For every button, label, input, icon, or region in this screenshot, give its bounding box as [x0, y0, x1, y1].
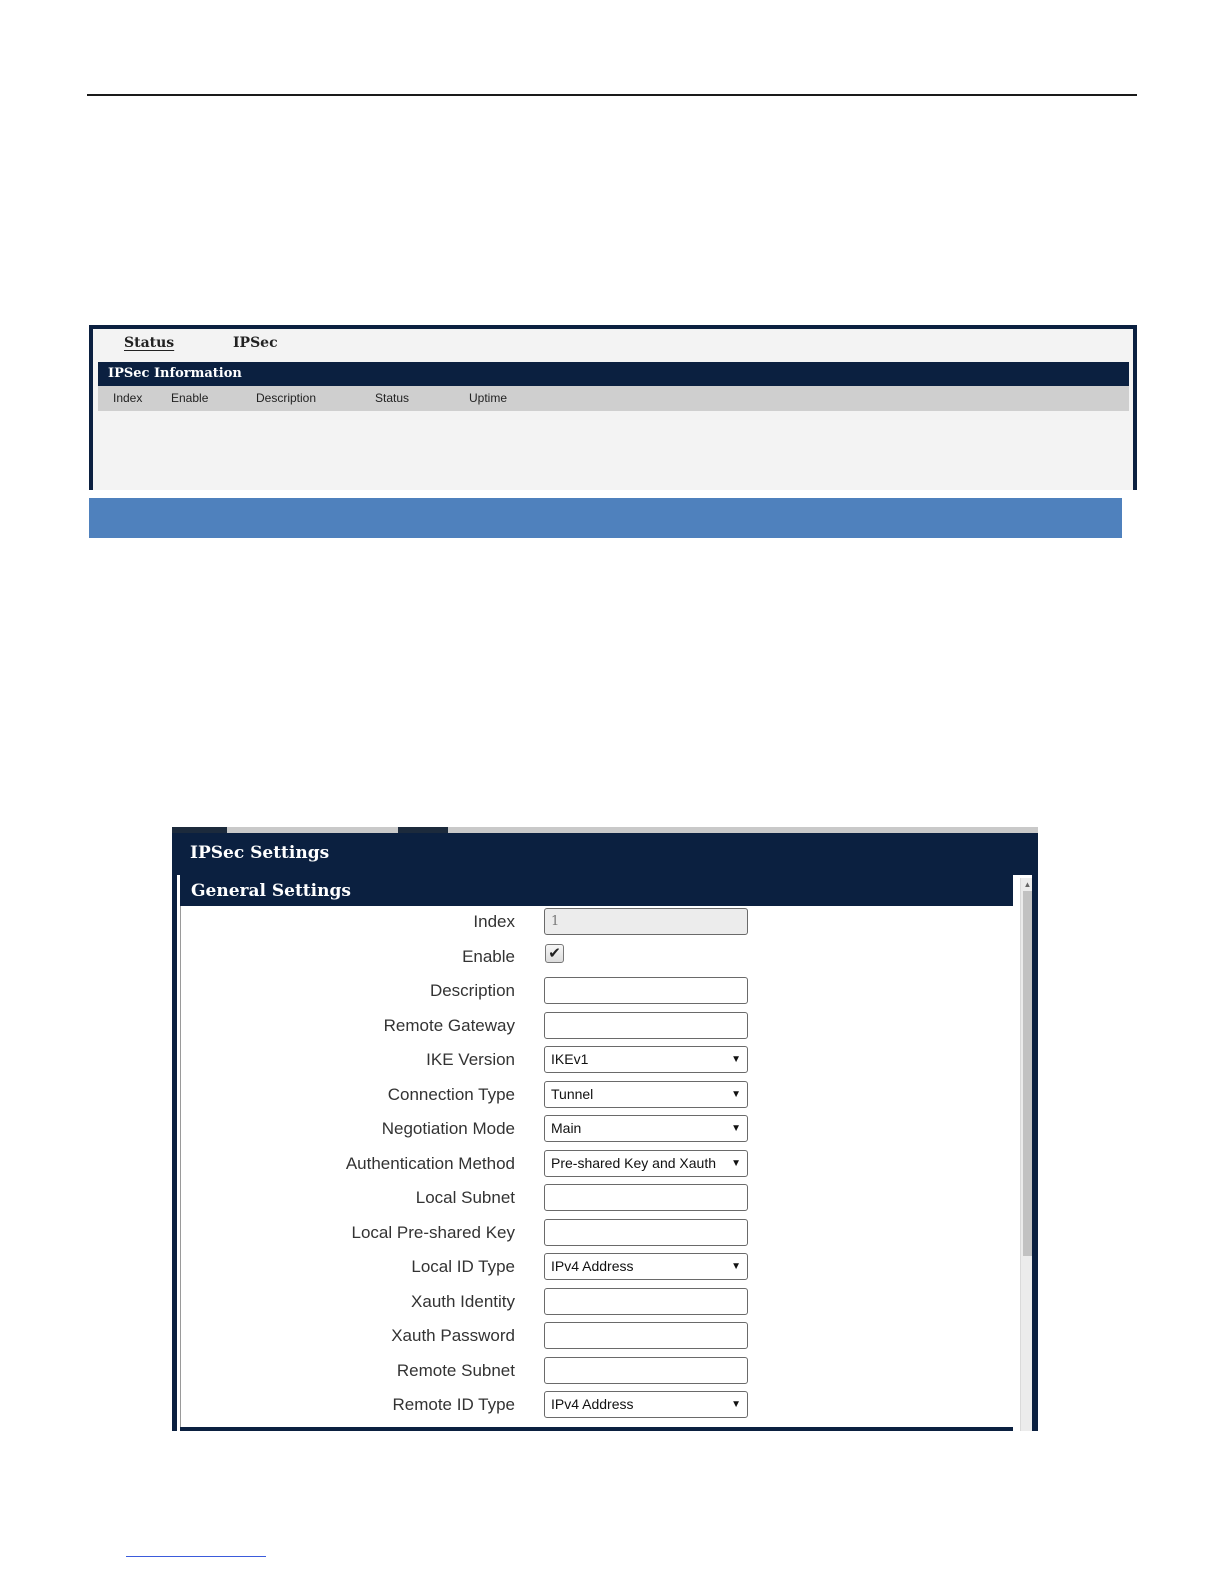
label-local-pre-shared-key: Local Pre-shared Key — [351, 1223, 515, 1242]
xauth-password-input[interactable] — [544, 1322, 748, 1349]
xauth-identity-input[interactable] — [544, 1288, 748, 1315]
column-header-status: Status — [375, 391, 410, 405]
label-index: Index — [473, 912, 515, 931]
column-header-index: Index — [113, 391, 143, 405]
authentication-method-select[interactable] — [544, 1150, 748, 1177]
column-header-enable: Enable — [171, 391, 209, 405]
label-ike-version: IKE Version — [426, 1050, 515, 1069]
check-icon: ✔ — [548, 945, 561, 962]
column-header-uptime: Uptime — [469, 391, 508, 405]
negotiation-mode-value: Main — [551, 1120, 582, 1136]
label-remote-subnet: Remote Subnet — [396, 1361, 515, 1380]
label-authentication-method: Authentication Method — [345, 1154, 515, 1173]
chevron-down-icon: ▼ — [731, 1158, 741, 1169]
chevron-down-icon: ▼ — [731, 1261, 741, 1272]
label-remote-id-type: Remote ID Type — [392, 1395, 515, 1414]
remote-subnet-input[interactable] — [544, 1357, 748, 1384]
description-input[interactable] — [544, 977, 748, 1004]
page-top-rule — [87, 94, 1137, 96]
tab-status[interactable]: Status — [124, 335, 175, 351]
label-xauth-password: Xauth Password — [391, 1326, 515, 1345]
label-negotiation-mode: Negotiation Mode — [381, 1119, 515, 1138]
vertical-scrollbar[interactable] — [1020, 878, 1032, 1431]
ipsec-settings-window — [172, 827, 1038, 1431]
settings-frame — [172, 871, 1038, 1431]
scroll-up-arrow-icon[interactable]: ▲ — [1023, 880, 1032, 889]
next-section-header-edge — [180, 1427, 1013, 1431]
local-id-type-value: IPv4 Address — [551, 1258, 634, 1274]
label-description: Description — [429, 981, 515, 1000]
general-settings-header: General Settings — [180, 875, 1013, 906]
connection-type-select[interactable] — [544, 1081, 748, 1108]
negotiation-mode-select[interactable] — [544, 1115, 748, 1142]
label-local-id-type: Local ID Type — [411, 1257, 515, 1276]
remote-id-type-select[interactable] — [544, 1391, 748, 1418]
settings-body — [177, 875, 1032, 1431]
remote-id-type-value: IPv4 Address — [551, 1396, 634, 1412]
ipsec-settings-title: IPSec Settings — [172, 833, 1038, 871]
scrollbar-thumb[interactable] — [1023, 891, 1032, 1256]
ipsec-information-columns — [98, 386, 1129, 411]
chevron-down-icon: ▼ — [731, 1089, 741, 1100]
index-input[interactable]: 1 — [544, 908, 748, 935]
ike-version-select[interactable] — [544, 1046, 748, 1073]
ipsec-information-header: IPSec Information — [98, 362, 1129, 386]
section-heading-bar — [89, 498, 1122, 538]
status-tabs — [93, 329, 1133, 359]
remote-gateway-input[interactable] — [544, 1012, 748, 1039]
connection-type-value: Tunnel — [551, 1086, 594, 1102]
chevron-down-icon: ▼ — [731, 1054, 741, 1065]
local-subnet-input[interactable] — [544, 1184, 748, 1211]
footer-link-underline — [126, 1556, 266, 1557]
label-remote-gateway: Remote Gateway — [383, 1016, 515, 1035]
enable-checkbox[interactable] — [545, 944, 564, 963]
label-xauth-identity: Xauth Identity — [411, 1292, 515, 1311]
ike-version-value: IKEv1 — [551, 1051, 589, 1067]
local-id-type-select[interactable] — [544, 1253, 748, 1280]
tab-ipsec[interactable]: IPSec — [233, 335, 278, 351]
label-enable: Enable — [462, 947, 515, 966]
general-settings-form — [180, 906, 1013, 1431]
column-header-description: Description — [256, 391, 317, 405]
authentication-method-value: Pre-shared Key and Xauth — [551, 1155, 716, 1171]
label-connection-type: Connection Type — [387, 1085, 515, 1104]
chevron-down-icon: ▼ — [731, 1399, 741, 1410]
label-local-subnet: Local Subnet — [415, 1188, 515, 1207]
local-pre-shared-key-input[interactable] — [544, 1219, 748, 1246]
ipsec-status-panel — [89, 325, 1137, 490]
chevron-down-icon: ▼ — [731, 1123, 741, 1134]
